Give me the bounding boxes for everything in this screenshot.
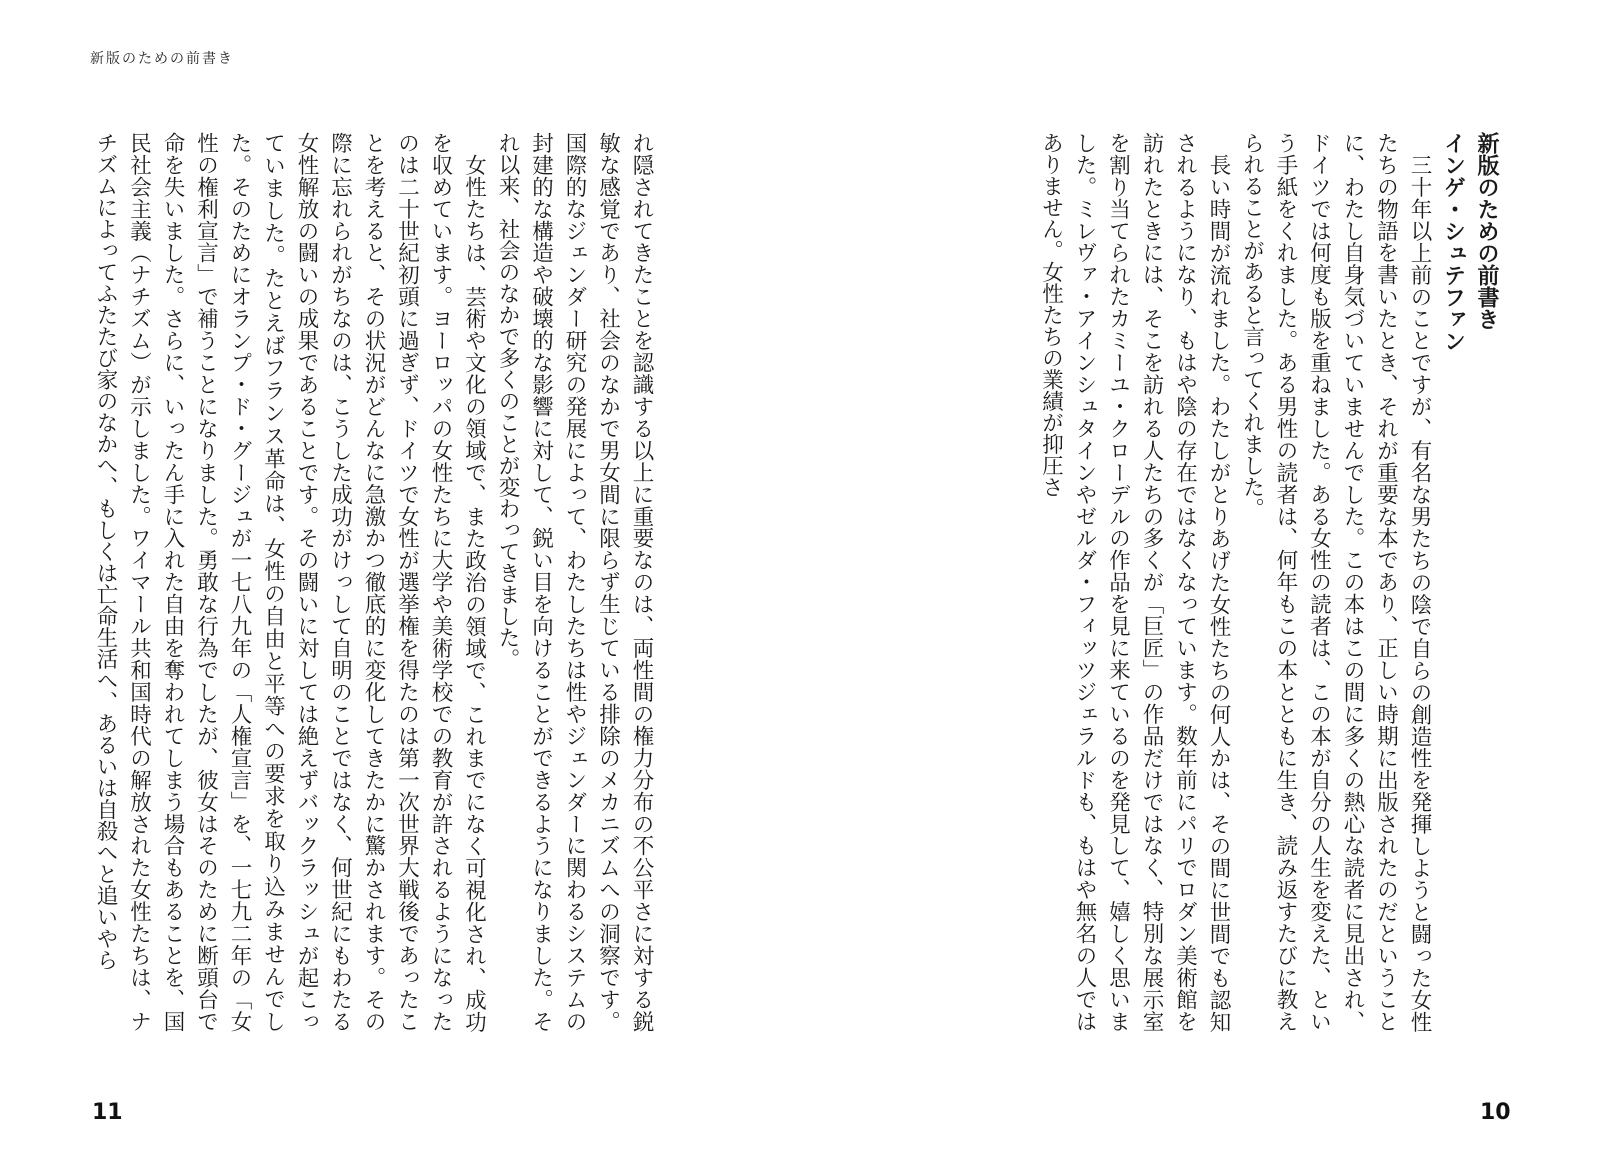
paragraph: 長い時間が流れました。わたしがとりあげた女性たちの何人かは、その間に世間でも認知されるようになり、もはや陰の存在ではなくなっています。数年前にパリでロダン美術館を訪れたときには、そこを訪れる人たちの多くが「巨匠」の作品だけではなく、特別な展示室を割り当てられたカミーユ・クローデルの作品を見に来ているのを発見して、嬉しく思いました。ミレヴァ・アインシュタインやゼルダ・フィッツジェラルドも、もはや無名の人ではありません。女性たちの業績が抑圧さ	[1038, 132, 1231, 1033]
right-page-body	[928, 132, 1503, 1032]
page-number-left: 11	[92, 1100, 123, 1125]
left-page-body	[88, 132, 658, 1032]
paragraph-continued: れ隠されてきたことを認識する以上に重要なのは、両性間の権力分布の不公平さに対する鋭敏な感覚であり、社会のなかで男女間に限らず生じている排除のメカニズムへの洞察です。国際的なジェンダー研究の発展によって、わたしたちは性やジェンダーに関わるシステムの封建的な構造や破壊的な影響に対して、鋭い目を向けることができるようになりました。それ以来、社会のなかで多くのことが変わってきました。	[495, 132, 654, 1033]
chapter-title: 新版のための前書き	[1474, 132, 1500, 330]
paragraph: 三十年以上前のことですが、有名な男たちの陰で自らの創造性を発揮しようと闘った女性たちの物語を書いたとき、それが重要な本であり、正しい時期に出版されたのだということに、わたし自身気づいていませんでした。この本はこの間に多くの熱心な読者に見出され、ドイツでは何度も版を重ねました。ある女性の読者は、この本が自分の人生を変えた、という手紙をくれました。ある男性の読者は、何年もこの本とともに生き、読み返すたびに教えられることがあると言ってくれました。	[1239, 132, 1432, 1033]
paragraph: 女性たちは、芸術や文化の領域で、また政治の領域で、これまでになく可視化され、成功を収めています。ヨーロッパの女性たちに大学や美術学校での教育が許されるようになったのは二十世紀初頭に過ぎず、ドイツで女性が選挙権を得たのは第一次世界大戦後であったことを考えると、その状況がどんなに急激かつ徹底的に変化してきたかに驚かされます。その際に忘れられがちなのは、こうした成功がけっして自明のことではなく、何世紀にもわたる女性解放の闘いの成果であることです。その闘いに対しては絶えずバックラッシュが起こっていました。たとえばフランス革命は、女性の自由と平等への要求を取り込みませんでした。そのためにオランプ・ド・グージュが一七八九年の「人権宣言」を、一七九二年の「女性の権利宣言」で補うことになりました。勇敢な行為でしたが、彼女はそのために断頭台で命を失いました。さらに、いったん手に入れた自由を奪われてしまう場合もあることを、国民社会主義（ナチズム）が示しました。ワイマール共和国時代の解放された女性たちは、ナチズムによってふたたび家のなかへ、もしくは亡命生活へ、あるいは自殺へと追いやら	[93, 132, 487, 1033]
chapter-author: インゲ・シュテファン	[1440, 132, 1467, 352]
page-number-right: 10	[1480, 1100, 1511, 1125]
running-head: 新版のための前書き	[90, 51, 234, 67]
